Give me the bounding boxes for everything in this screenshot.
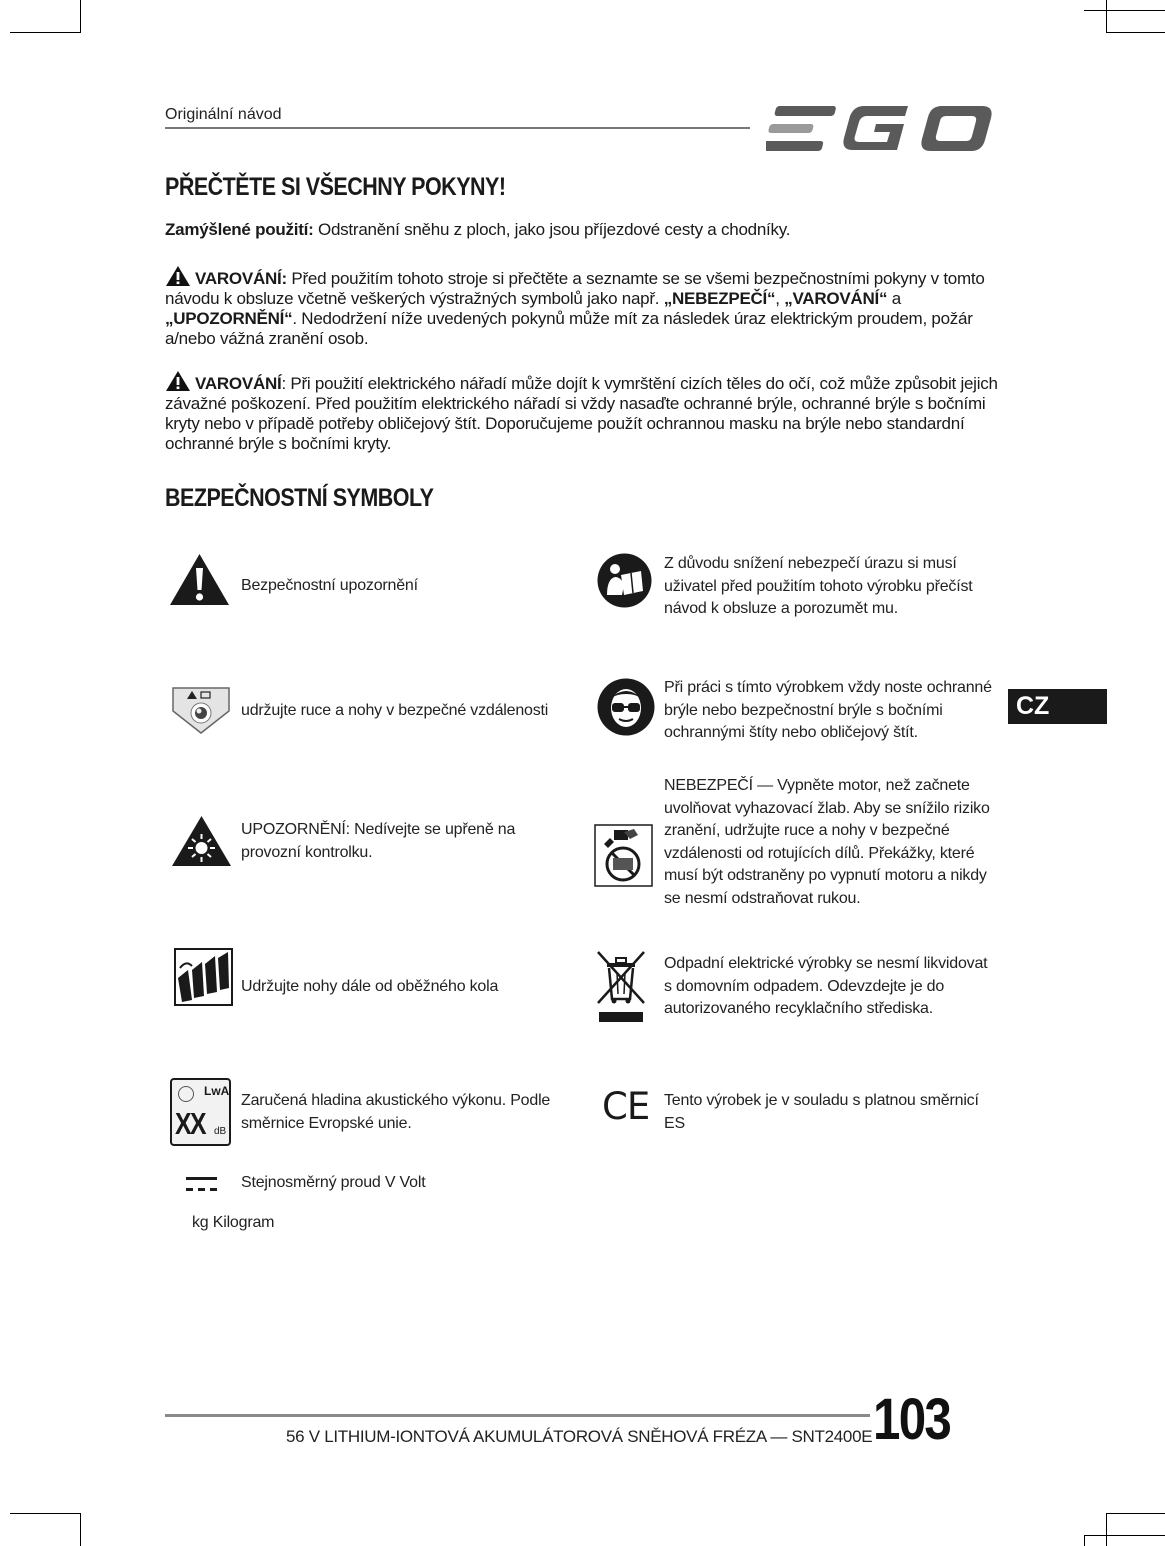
- symbol-text-kg: kg Kilogram: [192, 1214, 275, 1231]
- symbol-text-noise: Zaručená hladina akustického výkonu. Podle směrnice Evropské unie.: [241, 1092, 551, 1132]
- noise-sub-label: LwA: [204, 1084, 230, 1098]
- warning-text: . Nedodržení níže uvedených pokynů může mít za následek úraz elektrickým proudem, požár a/nebo vážná zranění osob.: [165, 309, 973, 348]
- ce-mark-icon: CE: [602, 1085, 650, 1128]
- warning-triangle-icon: [165, 265, 191, 287]
- hands-feet-distance-icon: [170, 685, 232, 735]
- symbol-text-ce: Tento výrobek je v souladu s platnou směrnicí ES: [664, 1092, 979, 1132]
- intended-use-paragraph: [165, 220, 1015, 240]
- crop-mark: [80, 1513, 81, 1546]
- header-text: Originální návod: [165, 106, 282, 123]
- warning-paragraph-1: [165, 265, 1015, 349]
- read-manual-icon: [597, 553, 652, 608]
- crop-mark: [80, 0, 81, 32]
- noise-level-icon: [170, 1078, 231, 1146]
- symbol-text-safety-alert: Bezpečnostní upozornění: [241, 577, 418, 594]
- warning-label: VAROVÁNÍ: [195, 374, 282, 393]
- section-title-symbols: BEZPEČNOSTNÍ SYMBOLY: [165, 484, 434, 512]
- noise-unit: dB: [214, 1126, 227, 1137]
- crop-mark: [1106, 32, 1165, 33]
- ego-logo: [766, 100, 996, 158]
- footer-title: 56 V LITHIUM-IONTOVÁ AKUMULÁTOROVÁ SNĚHOVÁ FRÉZA — SNT2400E: [286, 1427, 873, 1446]
- crop-mark: [1084, 10, 1165, 11]
- symbol-text-feet-impeller: Udržujte nohy dále od oběžného kola: [241, 978, 499, 995]
- dc-current-icon: [186, 1175, 217, 1193]
- symbol-text-light: UPOZORNĚNÍ: Nedívejte se upřeně na provozní kontrolku.: [241, 821, 516, 861]
- symbol-text-read-manual: Z důvodu snížení nebezpečí úrazu si musí uživatel před použitím tohoto výrobku přečíst návod k obsluze a porozumět mu.: [664, 555, 973, 617]
- warning-text: Před použitím tohoto stroje si přečtěte a seznamte se se všemi bezpečnostními pokyny v tomto návodu k obsluze včetně veškerých výstražných symbolů jako např.: [165, 269, 985, 308]
- crop-mark: [10, 1513, 81, 1514]
- page-number: 103: [873, 1387, 951, 1452]
- footer-rule: [165, 1414, 870, 1417]
- language-tab: CZ: [1008, 689, 1107, 724]
- chute-danger-icon: [594, 824, 653, 887]
- noise-value: XX: [175, 1106, 205, 1141]
- warning-label: VAROVÁNÍ:: [195, 269, 287, 288]
- crop-mark: [1106, 1513, 1107, 1546]
- eye-protection-icon: [597, 678, 655, 736]
- crop-mark: [1084, 1535, 1085, 1546]
- caution-word: „UPOZORNĚNÍ“: [165, 309, 293, 328]
- symbol-text-weee: Odpadní elektrické výrobky se nesmí likvidovat s domovním odpadem. Odevzdejte je do autorizovaného recyklačního střediska.: [664, 955, 988, 1017]
- crop-mark: [1084, 1535, 1165, 1536]
- light-caution-icon: [170, 814, 233, 868]
- crop-mark: [1106, 1513, 1165, 1514]
- warning-text: : Při použití elektrického nářadí může dojít k vymrštění cizích těles do očí, což může způsobit jejich závažné poškození. Před použitím elektrického nářadí si vždy nasaďte ochranné brýle, ochranné brýle s bočními kryty nebo v případě potřeby obličejový štít. Doporučujeme použít ochrannou masku na brýle nebo standardní ochranné brýle s bočními kryty.: [165, 374, 998, 453]
- warning-paragraph-2: [165, 370, 1015, 454]
- crop-mark: [10, 32, 81, 33]
- separator: ,: [775, 289, 785, 308]
- page-title: PŘEČTĚTE SI VŠECHNY POKYNY!: [165, 173, 506, 201]
- crop-mark: [1106, 0, 1107, 32]
- header-rule: [165, 127, 750, 129]
- symbol-text-hands-feet: udržujte ruce a nohy v bezpečné vzdálenosti: [241, 702, 549, 719]
- danger-word: „NEBEZPEČÍ“: [663, 289, 776, 308]
- intended-use-label: Zamýšlené použití:: [165, 220, 314, 239]
- symbol-text-chute-danger: NEBEZPEČÍ — Vypněte motor, než začnete uvolňovat vyhazovací žlab. Aby se snížilo riziko zranění, udržujte ruce a nohy v bezpečné vzdálenosti od rotujících dílů. Překážky, které musí být odstraněny po vypnutí motoru a nikdy se nesmí odstraňovat rukou.: [664, 777, 990, 907]
- symbol-text-dc: Stejnosměrný proud V Volt: [241, 1174, 426, 1191]
- safety-alert-icon: [168, 552, 231, 607]
- symbol-text-eye-protection: Při práci s tímto výrobkem vždy noste ochranné brýle nebo bezpečnostní brýle s bočními ochrannými štíty nebo obličejový štít.: [664, 679, 992, 741]
- warning-word: „VAROVÁNÍ“: [784, 289, 888, 308]
- weee-bin-icon: [595, 949, 647, 1024]
- separator: a: [887, 289, 901, 308]
- intended-use-text: Odstranění sněhu z ploch, jako jsou příjezdové cesty a chodníky.: [313, 220, 791, 239]
- warning-triangle-icon: [165, 370, 191, 392]
- feet-impeller-icon: [174, 948, 233, 1006]
